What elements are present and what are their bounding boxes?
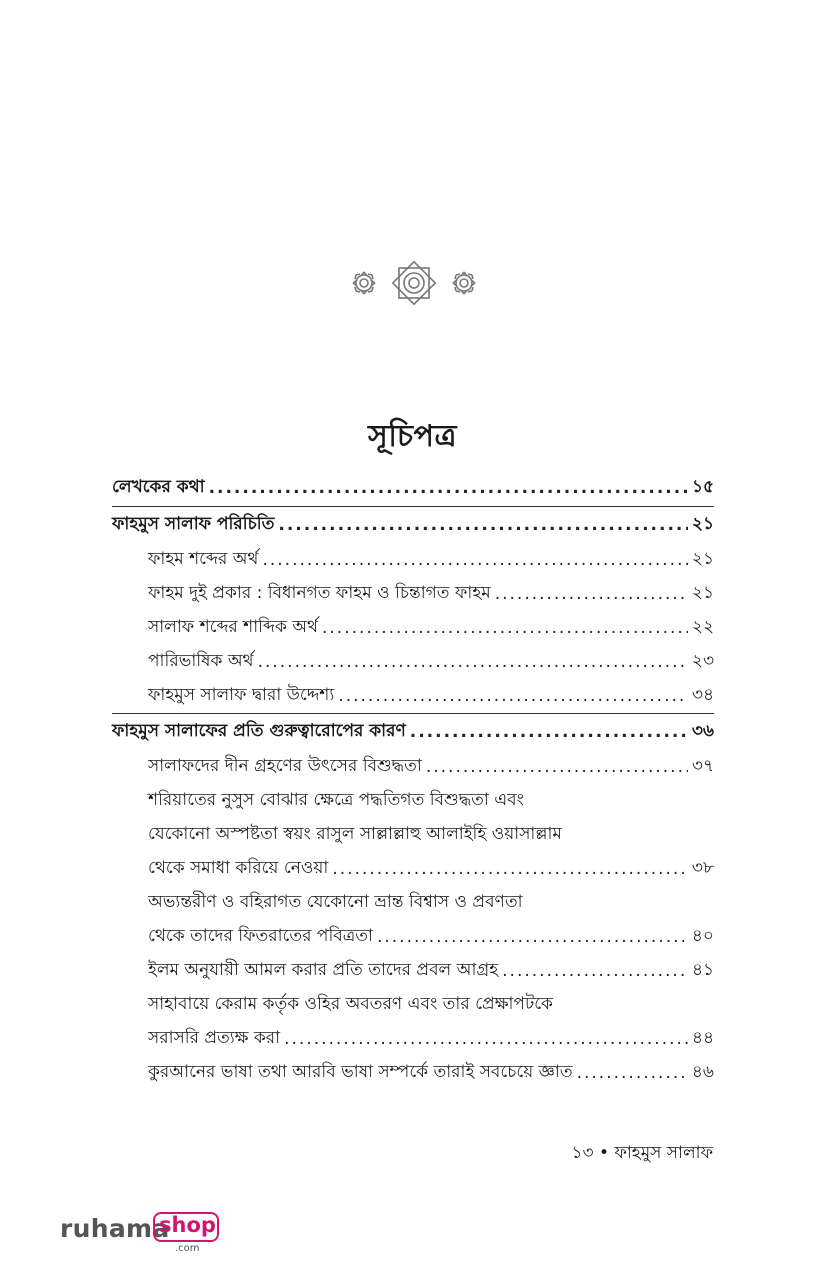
toc-page-number: ৪৪ xyxy=(691,1028,714,1048)
dot-leader xyxy=(426,757,688,777)
toc-page-number: ৪১ xyxy=(691,960,714,980)
toc-entry-text: ইলম অনুযায়ী আমল করার প্রতি তাদের প্রবল আগ্রহ xyxy=(148,960,499,980)
toc-page-number: ৪০ xyxy=(691,926,714,946)
toc-page-number: ২১ xyxy=(691,514,714,534)
toc-title: সূচিপত্র xyxy=(368,419,457,454)
ruhamashop-logo xyxy=(60,1208,230,1254)
toc-section-entry xyxy=(112,750,714,784)
logo-text-domain: .com xyxy=(175,1243,200,1254)
toc-section-entry xyxy=(112,1022,714,1056)
toc-page-number: ৩৮ xyxy=(691,858,714,878)
toc-section-entry xyxy=(112,920,714,954)
dot-leader xyxy=(502,961,688,981)
logo-text-shop: shop xyxy=(159,1213,216,1237)
toc-section-entry xyxy=(112,679,714,713)
toc-entry-text: যেকোনো অস্পষ্টতা স্বয়ং রাসুল সাল্লাল্লাহু আলাইহি ওয়াসাল্লাম xyxy=(148,824,562,844)
toc-entry-text: অভ্যন্তরীণ ও বহিরাগত যেকোনো ভ্রান্ত বিশ্বাস ও প্রবণতা xyxy=(148,892,523,912)
toc-page-number: ৪৬ xyxy=(691,1062,714,1082)
dot-leader xyxy=(495,584,688,604)
toc-section-entry xyxy=(112,611,714,645)
toc-entry-line xyxy=(112,818,714,852)
toc-page-number: ২২ xyxy=(691,617,714,637)
toc-section-entry xyxy=(112,577,714,611)
dot-leader xyxy=(338,686,688,706)
toc-entry-line xyxy=(112,988,714,1022)
toc-page-number: ৩৭ xyxy=(691,756,714,776)
dot-leader xyxy=(377,927,688,947)
dot-leader xyxy=(284,1029,688,1049)
toc-entry-text: পারিভাষিক অর্থ xyxy=(148,651,254,671)
toc-entry-text: শরিয়াতের নুসুস বোঝার ক্ষেত্রে পদ্ধতিগত বিশুদ্ধতা এবং xyxy=(148,790,524,810)
logo-text-ruhama: ruhama xyxy=(60,1214,170,1243)
toc-entry-text: ফাহমুস সালাফের প্রতি গুরুত্বারোপের কারণ xyxy=(112,721,406,741)
toc-entry-text: ফাহমুস সালাফ দ্বারা উদ্দেশ্য xyxy=(148,685,335,705)
toc-section-entry xyxy=(112,852,714,886)
page-number: ১৩ xyxy=(571,1143,594,1163)
toc-page-number: ২১ xyxy=(691,583,714,603)
dot-leader xyxy=(332,859,688,879)
dot-leader xyxy=(209,478,688,498)
toc-section-entry xyxy=(112,645,714,679)
toc-entry-text: সাহাবায়ে কেরাম কর্তৃক ওহির অবতরণ এবং তার প্রেক্ষাপটকে xyxy=(148,994,553,1014)
toc-page-number: ১৫ xyxy=(691,477,714,497)
toc-entry-text: সালাফ শব্দের শাব্দিক অর্থ xyxy=(148,617,318,637)
footer-bullet: • xyxy=(599,1143,610,1163)
toc-entry-text: ফাহম শব্দের অর্থ xyxy=(148,549,259,569)
toc-section-entry xyxy=(112,954,714,988)
dot-leader xyxy=(410,722,688,742)
toc-entry-text: ফাহম দুই প্রকার : বিধানগত ফাহম ও চিন্তাগত ফাহম xyxy=(148,583,491,603)
toc-page-number: ৩৬ xyxy=(691,721,714,741)
toc-entry-text: সরাসরি প্রত্যক্ষ করা xyxy=(148,1028,281,1048)
dot-leader xyxy=(577,1063,688,1083)
ornament-divider-icon xyxy=(350,258,478,308)
table-of-contents xyxy=(112,470,714,1090)
dot-leader xyxy=(278,515,688,535)
dot-leader xyxy=(258,652,688,672)
toc-entry-text: লেখকের কথা xyxy=(112,477,205,497)
toc-entry-text: কুরআনের ভাষা তথা আরবি ভাষা সম্পর্কে তারাই সবচেয়ে জ্ঞাত xyxy=(148,1062,573,1082)
toc-entry-line xyxy=(112,784,714,818)
page-footer xyxy=(572,1140,713,1168)
running-book-title: ফাহমুস সালাফ xyxy=(614,1143,713,1163)
toc-section-entry xyxy=(112,543,714,577)
toc-chapter-entry xyxy=(112,470,714,506)
dot-leader xyxy=(322,618,688,638)
toc-entry-text: সালাফদের দীন গ্রহণের উৎসের বিশুদ্ধতা xyxy=(148,756,422,776)
toc-page-number: ২১ xyxy=(691,549,714,569)
toc-page-number: ২৩ xyxy=(691,651,714,671)
toc-entry-line xyxy=(112,886,714,920)
toc-section-entry xyxy=(112,1056,714,1090)
toc-chapter-entry xyxy=(112,714,714,750)
toc-entry-text: ফাহমুস সালাফ পরিচিতি xyxy=(112,514,275,534)
toc-entry-text: থেকে সমাধা করিয়ে নেওয়া xyxy=(148,858,329,878)
toc-chapter-entry xyxy=(112,507,714,543)
toc-entry-text: থেকে তাদের ফিতরাতের পবিত্রতা xyxy=(148,926,373,946)
toc-page-number: ৩৪ xyxy=(691,685,714,705)
dot-leader xyxy=(262,550,687,570)
